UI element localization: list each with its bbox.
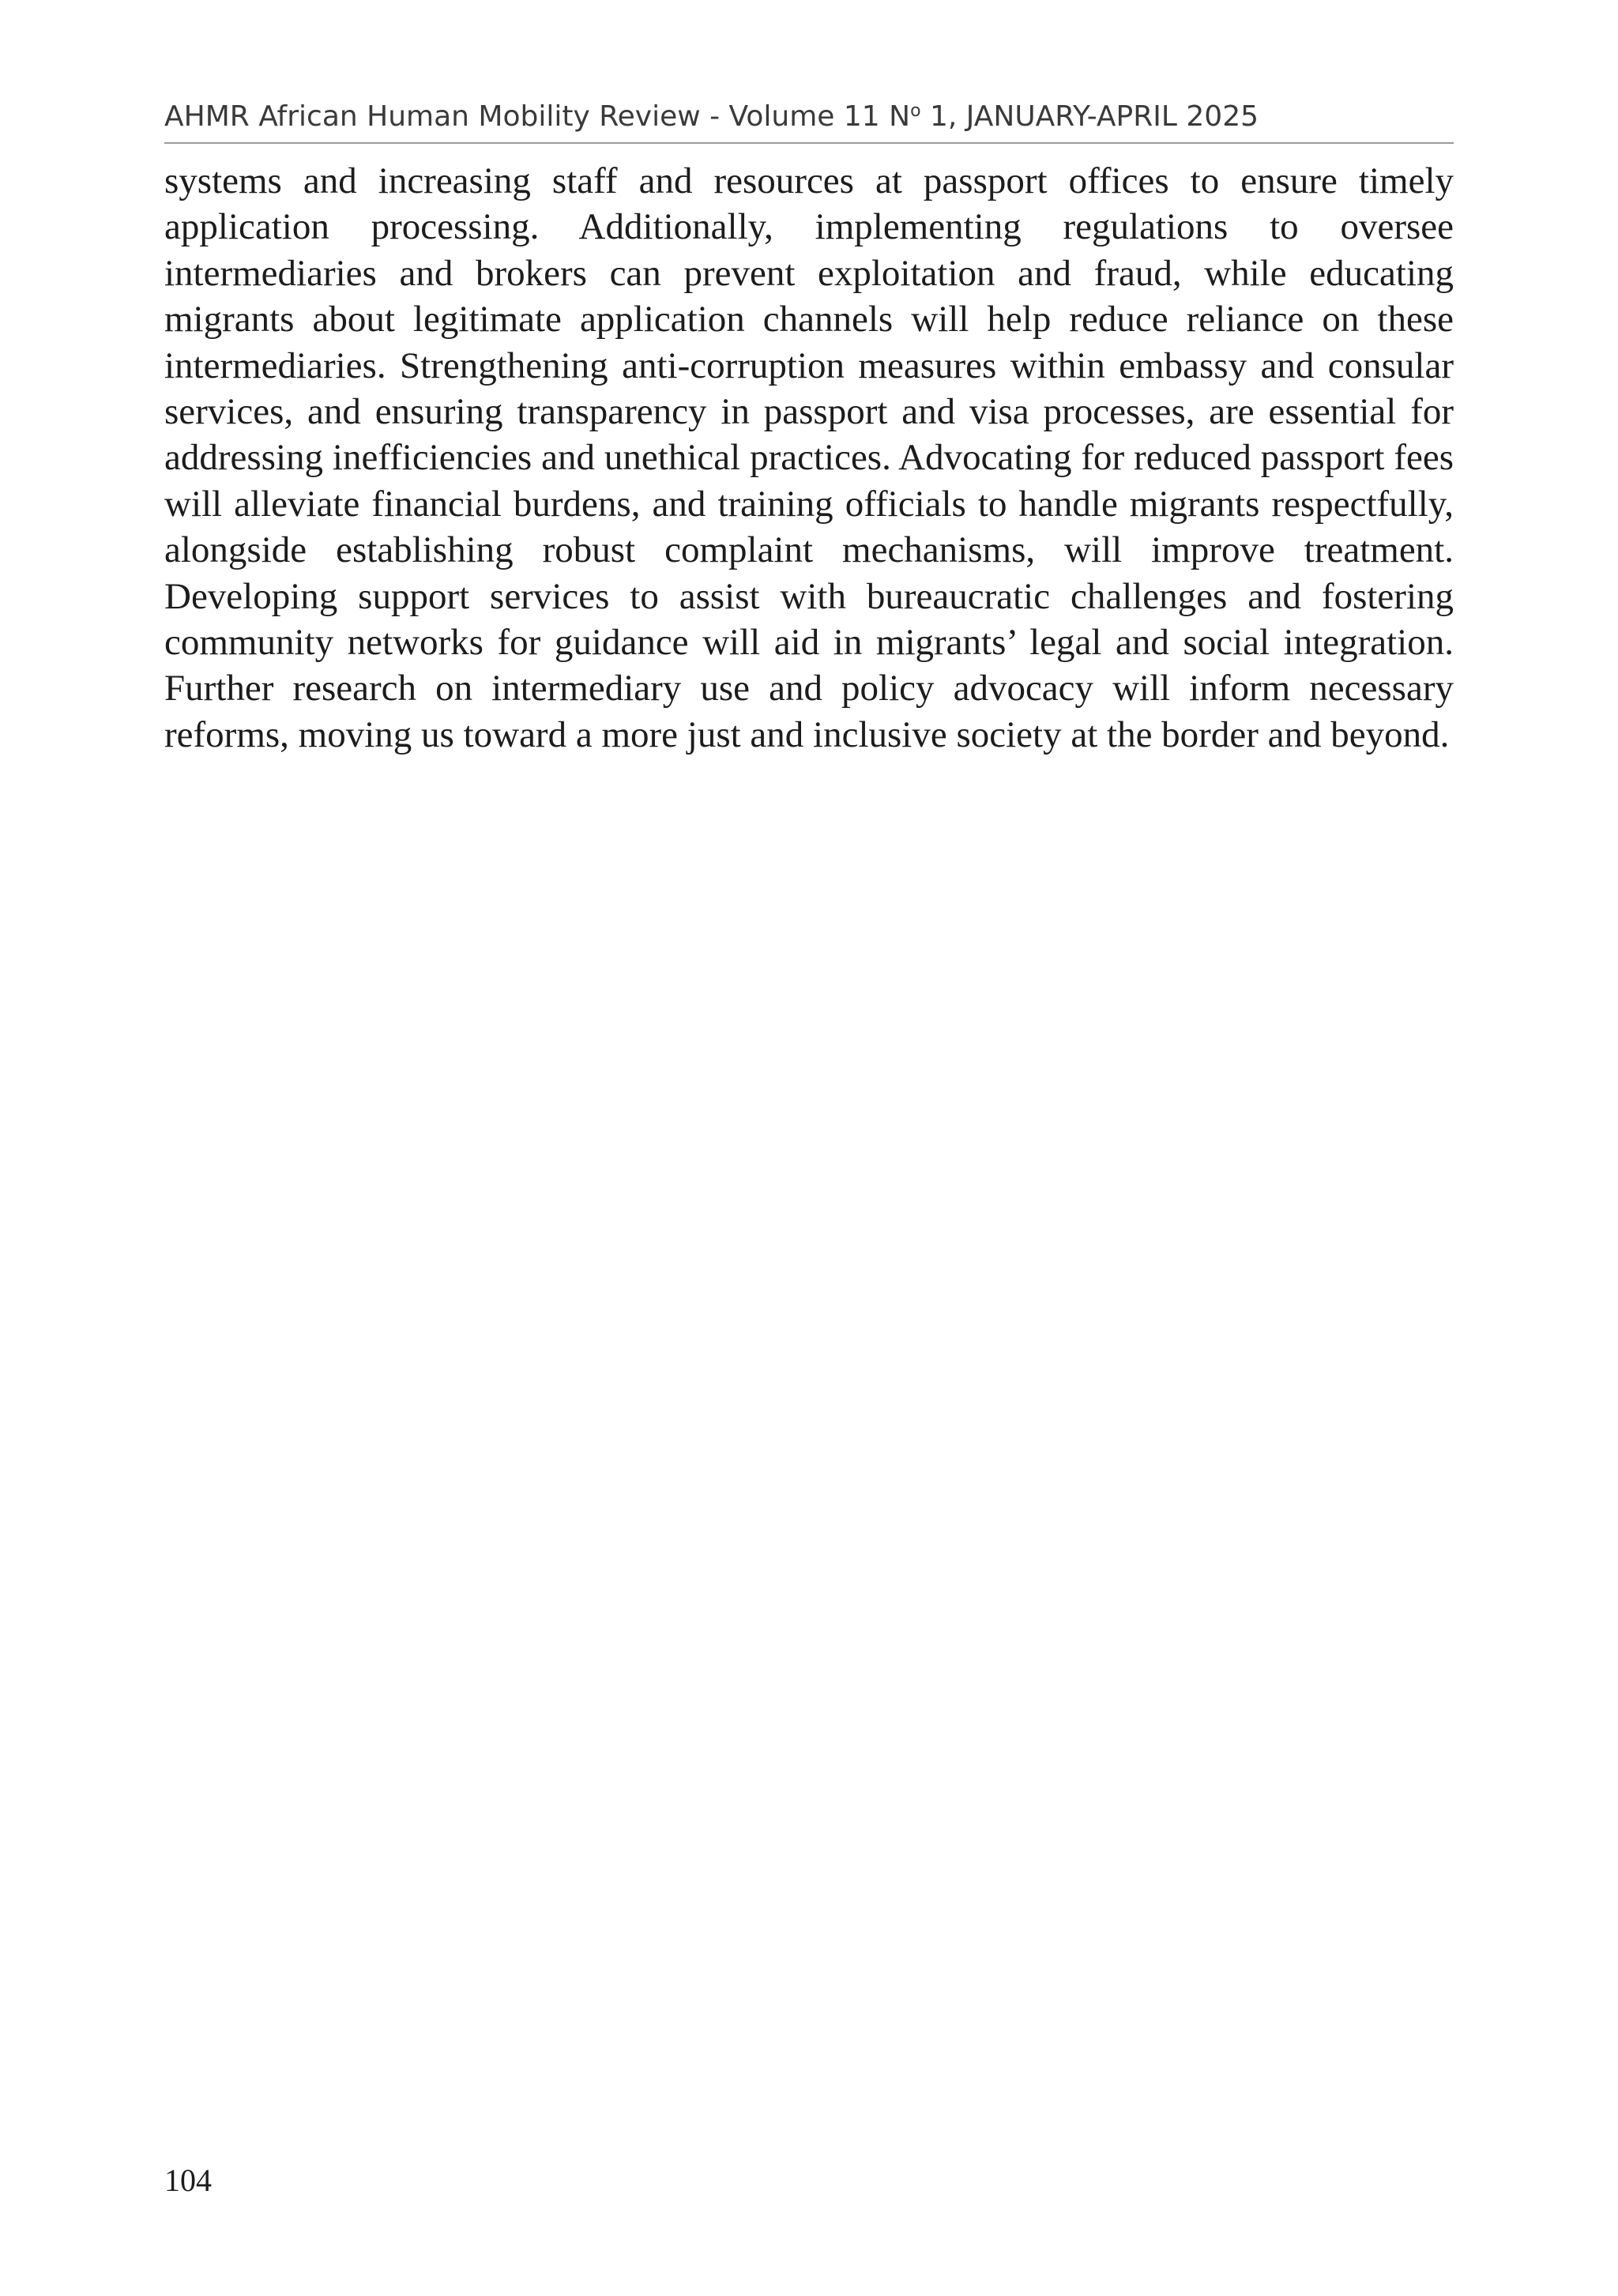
running-header <box>164 100 1454 134</box>
page-number: 104 <box>164 2162 212 2198</box>
header-divider <box>164 142 1454 144</box>
journal-title: AHMR African Human Mobility Review - Volume 11 N <box>164 100 911 133</box>
body-paragraph: systems and increasing staff and resources at passport offices to ensure timely application processing. Additionally, implementing regulations to oversee intermediaries and brokers can prevent exploitation and fraud, while educating migrants about legitimate application channels will help reduce reliance on these intermediaries. Strengthening anti-corruption measures within embassy and consular services, and ensuring transparency in passport and visa processes, are essential for addressing inefficiencies and unethical practices. Advocating for reduced passport fees will alleviate financial burdens, and training officials to handle migrants respectfully, alongside establishing robust complaint mechanisms, will improve treatment. Developing support services to assist with bureaucratic challenges and fostering community networks for guidance will aid in migrants’ legal and social integration. Further research on intermediary use and policy advocacy will inform necessary reforms, moving us toward a more just and inclusive society at the border and beyond. <box>164 160 1454 755</box>
number-superscript: o <box>910 101 921 121</box>
issue-date: 1, JANUARY-APRIL 2025 <box>920 100 1259 133</box>
